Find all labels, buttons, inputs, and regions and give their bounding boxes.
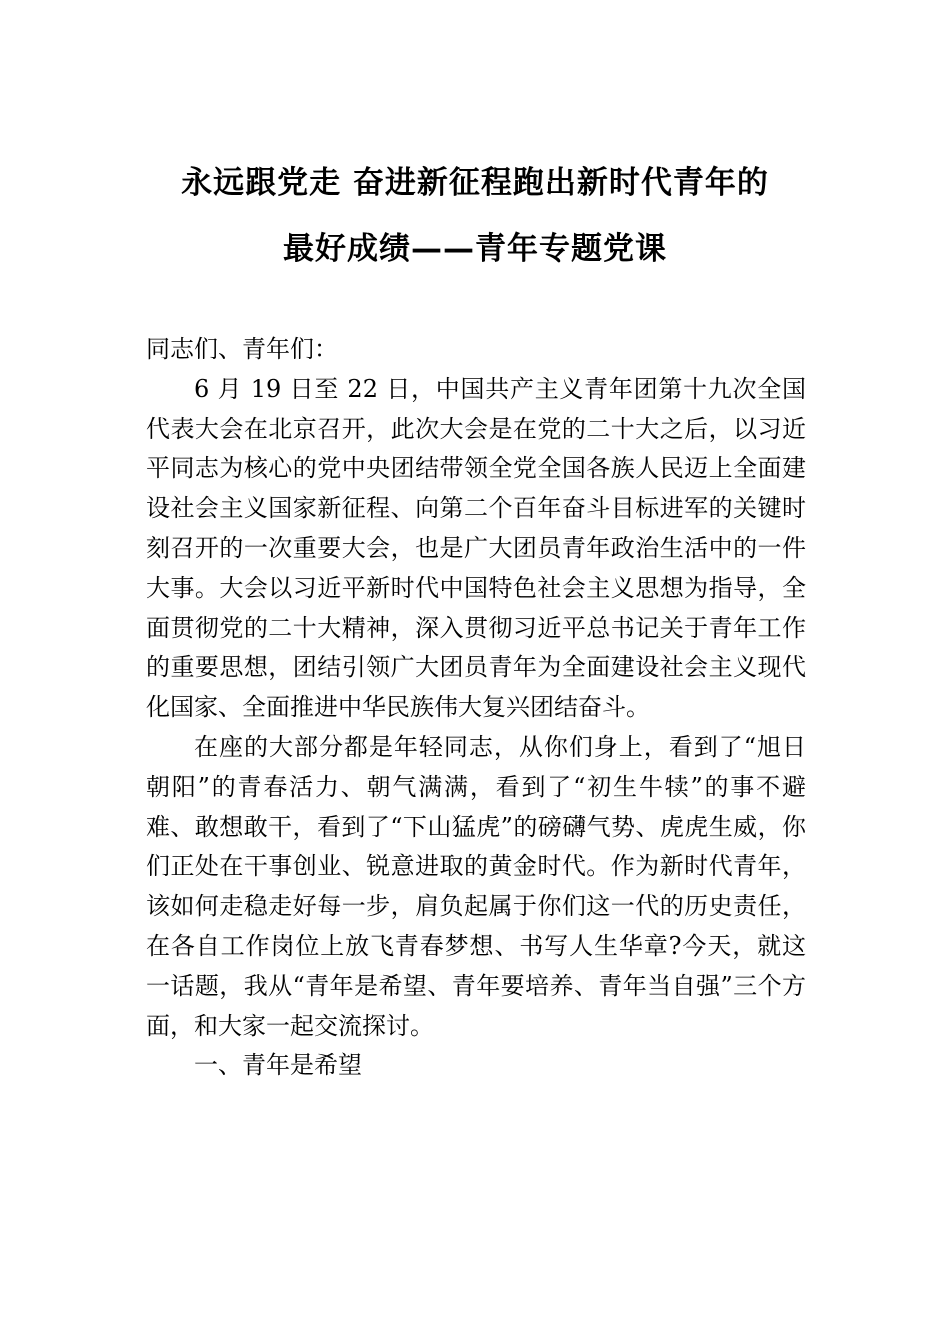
section-heading: 一、青年是希望 [194,1051,362,1080]
salutation: 同志们、青年们： [146,335,338,363]
paragraph-2: 在座的大部分都是年轻同志，从你们身上，看到了“旭日朝阳”的青春活力、朝气满满，看到了“初生牛犊”的事不避难、敢想敢干，看到了“下山猛虎”的磅礴气势、虎虎生威，你们正处在干事创业、锐意进取的黄金时代。作为新时代青年，该如何走稳走好每一步，肩负起属于你们这一代的历史责任，在各自工作岗位上放飞青春梦想、书写人生华章?今天，就这一话题，我从“青年是希望、青年要培养、青年当自强”三个方面，和大家一起交流探讨。 [146,732,806,1040]
paragraph-1: 6 月 19 日至 22 日，中国共产主义青年团第十九次全国代表大会在北京召开，此次大会是在党的二十大之后，以习近平同志为核心的党中央团结带领全党全国各族人民迈上全面建设社会主义国家新征程、向第二个百年奋斗目标进军的关键时刻召开的一次重要大会，也是广大团员青年政治生活中的一件大事。大会以习近平新时代中国特色社会主义思想为指导，全面贯彻党的二十大精神，深入贯彻习近平总书记关于青年工作的重要思想，团结引领广大团员青年为全面建设社会主义现代化国家、全面推进中华民族伟大复兴团结奋斗。 [146,374,806,722]
document-body [146,330,806,1086]
document-title [120,150,830,282]
title-line-1: 永远跟党走 奋进新征程跑出新时代青年的 [181,165,769,201]
title-line-2: 最好成绩——青年专题党课 [283,231,667,267]
